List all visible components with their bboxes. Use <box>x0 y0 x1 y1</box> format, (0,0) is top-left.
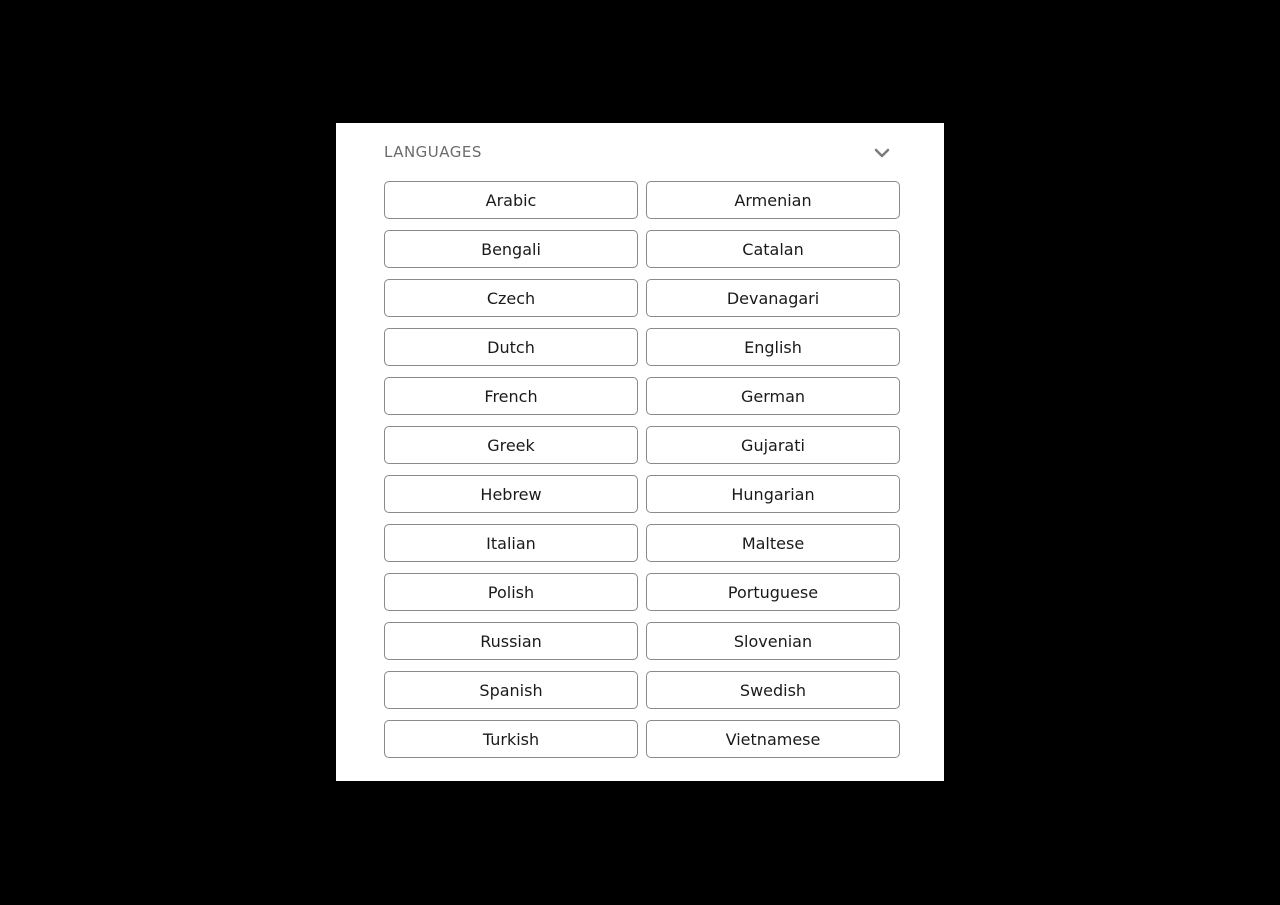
collapse-toggle-button[interactable] <box>870 141 894 165</box>
language-button-russian[interactable]: Russian <box>384 622 638 660</box>
language-button-vietnamese[interactable]: Vietnamese <box>646 720 900 758</box>
language-button-spanish[interactable]: Spanish <box>384 671 638 709</box>
chevron-down-icon <box>874 148 890 158</box>
languages-header <box>384 141 896 165</box>
languages-panel <box>336 123 944 781</box>
language-button-italian[interactable]: Italian <box>384 524 638 562</box>
language-button-german[interactable]: German <box>646 377 900 415</box>
section-title: LANGUAGES <box>384 143 482 161</box>
language-button-english[interactable]: English <box>646 328 900 366</box>
language-button-greek[interactable]: Greek <box>384 426 638 464</box>
language-button-armenian[interactable]: Armenian <box>646 181 900 219</box>
language-button-devanagari[interactable]: Devanagari <box>646 279 900 317</box>
language-button-arabic[interactable]: Arabic <box>384 181 638 219</box>
languages-grid <box>384 181 900 758</box>
language-button-catalan[interactable]: Catalan <box>646 230 900 268</box>
language-button-polish[interactable]: Polish <box>384 573 638 611</box>
language-button-bengali[interactable]: Bengali <box>384 230 638 268</box>
language-button-hungarian[interactable]: Hungarian <box>646 475 900 513</box>
language-button-french[interactable]: French <box>384 377 638 415</box>
language-button-maltese[interactable]: Maltese <box>646 524 900 562</box>
language-button-hebrew[interactable]: Hebrew <box>384 475 638 513</box>
language-button-gujarati[interactable]: Gujarati <box>646 426 900 464</box>
language-button-slovenian[interactable]: Slovenian <box>646 622 900 660</box>
language-button-dutch[interactable]: Dutch <box>384 328 638 366</box>
language-button-czech[interactable]: Czech <box>384 279 638 317</box>
language-button-portuguese[interactable]: Portuguese <box>646 573 900 611</box>
language-button-swedish[interactable]: Swedish <box>646 671 900 709</box>
language-button-turkish[interactable]: Turkish <box>384 720 638 758</box>
